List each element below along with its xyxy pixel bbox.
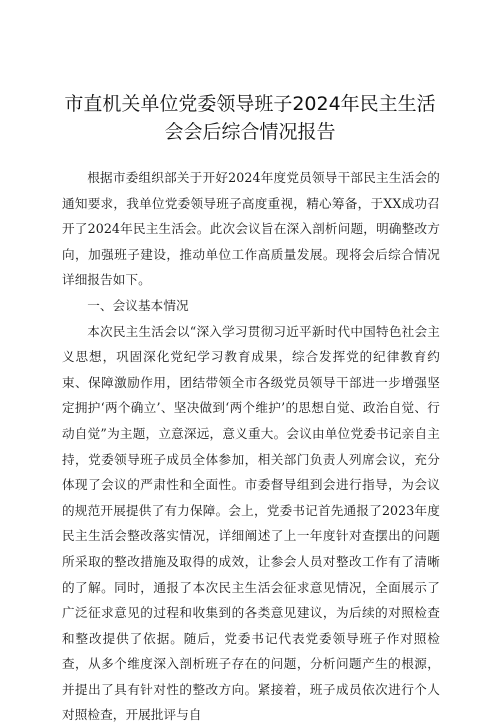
- section-paragraph: 本次民主生活会以“深入学习贯彻习近平新时代中国特色社会主义思想，巩固深化党纪学习教育成果，综合发挥党的纪律教育约束、保障激励作用，团结带领全市各级党员领导干部进一步增强坚定拥护‘两个确立’、坚决做到‘两个维护’的思想自觉、政治自觉、行动自觉”为主题，立意深远，意义重大。会议由单位党委书记亲自主持，党委领导班子成员全体参加，相关部门负责人列席会议，充分体现了会议的严肃性和全面性。市委督导组到会进行指导，为会议的规范开展提供了有力保障。会上，党委书记首先通报了2023年度民主生活会整改落实情况，详细阐述了上一年度针对查摆出的问题所采取的整改措施及取得的成效，让参会人员对整改工作有了清晰的了解。同时，通报了本次民主生活会征求意见情况，全面展示了广泛征求意见的过程和收集到的各类意见建议，为后续的对照检查和整改提供了依据。随后，党委书记代表党委领导班子作对照检查，从多个维度深入剖析班子存在的问题，分析问题产生的根源，并提出了具有针对性的整改方向。紧接着，班子成员依次进行个人对照检查，开展批评与自: [62, 323, 440, 723]
- document-body: [62, 165, 440, 728]
- intro-paragraph: 根据市委组织部关于开好2024年度党员领导干部民主生活会的通知要求，我单位党委领导班子高度重视，精心筹备，于XX成功召开了2024年民主生活会。此次会议旨在深入剖析问题，明确整改方向，加强班子建设，推动单位工作高质量发展。现将会后综合情况详细报告如下。: [62, 170, 440, 288]
- document-title: [40, 90, 460, 146]
- title-line-1: 市直机关单位党委领导班子2024年民主生活: [64, 93, 436, 115]
- section-heading: 一、会议基本情况: [87, 297, 189, 313]
- title-line-2: 会会后综合情况报告: [164, 121, 336, 143]
